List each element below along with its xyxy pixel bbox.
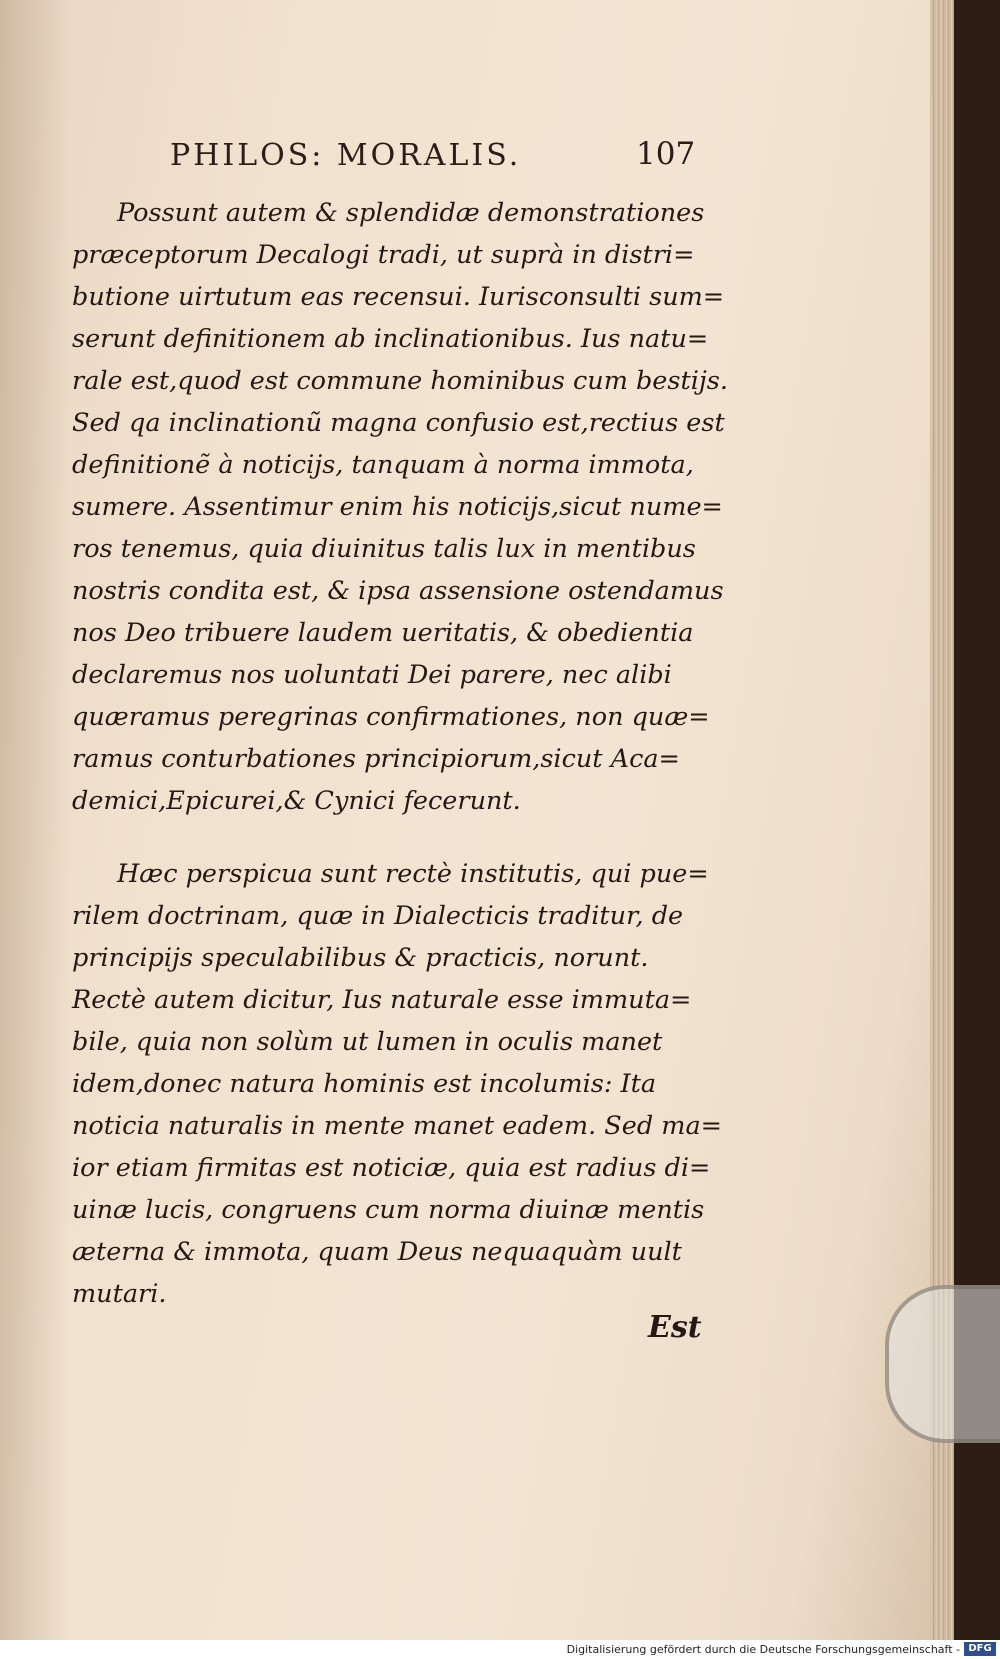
text-line: æterna & immota, quam Deus nequaquàm uult: [72, 1237, 682, 1267]
text-line: rale est,quod est commune hominibus cum bestijs.: [72, 366, 728, 396]
paragraph-1: [72, 192, 728, 822]
digitization-footer: [0, 1640, 1000, 1659]
text-line: ros tenemus, quia diuinitus talis lux in mentibus: [72, 534, 696, 564]
text-line: principijs speculabilibus & practicis, norunt.: [72, 943, 649, 973]
text-line: nostris condita est, & ipsa assensione ostendamus: [72, 576, 724, 606]
text-line: demici,Epicurei,& Cynici fecerunt.: [72, 786, 521, 816]
text-line: ramus conturbationes principiorum,sicut Aca=: [72, 744, 680, 774]
footer-credit: Digitalisierung gefördert durch die Deutsche Forschungsgemeinschaft -: [566, 1643, 960, 1656]
text-line: ior etiam firmitas est noticiæ, quia est radius di=: [72, 1153, 711, 1183]
page-number: 107: [636, 136, 696, 172]
text-line: declaremus nos uoluntati Dei parere, nec alibi: [72, 660, 672, 690]
paragraph-2: [72, 853, 723, 1315]
text-line: sumere. Assentimur enim his noticijs,sicut nume=: [72, 492, 723, 522]
page-clip: [885, 1285, 1000, 1443]
text-line: definitionẽ à noticijs, tanquam à norma immota,: [72, 450, 694, 480]
text-line: serunt definitionem ab inclinationibus. Ius natu=: [72, 324, 709, 354]
text-line: idem,donec natura hominis est incolumis: Ita: [72, 1069, 657, 1099]
text-line: Rectè autem dicitur, Ius naturale esse immuta=: [72, 985, 692, 1015]
dfg-logo-icon: DFG: [964, 1642, 996, 1656]
text-line: rilem doctrinam, quæ in Dialecticis traditur, de: [72, 901, 684, 931]
text-line: uinæ lucis, congruens cum norma diuinæ mentis: [72, 1195, 705, 1225]
text-line: quæramus peregrinas confirmationes, non quæ=: [72, 702, 710, 732]
text-line: Sed qa inclinationũ magna confusio est,rectius est: [72, 408, 725, 438]
text-line: butione uirtutum eas recensui. Iurisconsulti sum=: [72, 282, 725, 312]
text-line: bile, quia non solùm ut lumen in oculis manet: [72, 1027, 663, 1057]
text-line: nos Deo tribuere laudem ueritatis, & obedientia: [72, 618, 694, 648]
text-line: Possunt autem & splendidæ demonstrationes: [117, 198, 705, 228]
catchword: Est: [648, 1310, 702, 1345]
text-line: noticia naturalis in mente manet eadem. Sed ma=: [72, 1111, 723, 1141]
text-line: mutari.: [72, 1279, 167, 1309]
text-line: Hæc perspicua sunt rectè institutis, qui pue=: [117, 859, 709, 889]
text-line: præceptorum Decalogi tradi, ut suprà in distri=: [72, 240, 695, 270]
running-head: PHILOS: MORALIS.: [170, 138, 522, 173]
